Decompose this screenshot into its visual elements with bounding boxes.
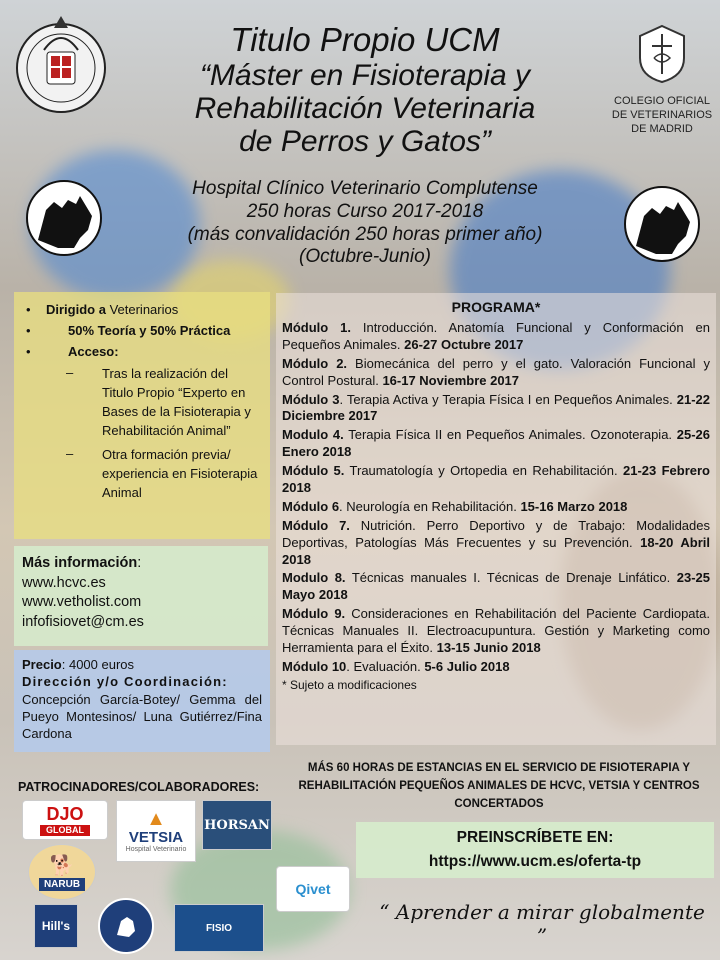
module-date: 13-15 Junio 2018	[436, 640, 541, 656]
web-link-vetholist[interactable]: www.vetholist.com	[22, 594, 142, 611]
subtitle	[130, 178, 600, 269]
acceso-label: Acceso:	[68, 344, 119, 359]
module-list	[282, 320, 710, 676]
qivet-text: Qivet	[295, 881, 331, 897]
module-label: Módulo 2.	[282, 355, 348, 371]
more-info-label: Más información	[22, 555, 138, 571]
list-item: • Acceso:	[26, 344, 119, 359]
module-item	[282, 659, 710, 676]
dirigido-value: Veterinarios	[109, 302, 179, 317]
module-description: . Neurología en Rehabilitación.	[339, 498, 521, 514]
module-description: Biomecánica del perro y el gato. Valoración Funcional y Control Postural.	[282, 355, 710, 388]
subtitle-hospital: Hospital Clínico Veterinario Complutense	[192, 178, 538, 199]
narub-text: NARUB	[39, 878, 85, 891]
module-description: Nutrición. Perro Deportivo y de Trabajo: Modalidades Deportivas, Patologías Más Frecuentes y su Prevención.	[282, 517, 710, 550]
module-item	[282, 570, 710, 604]
vetsia-sub-text: Hospital Veterinario	[125, 846, 187, 854]
association-seal-logo	[98, 898, 154, 954]
colegio-line-2: DE VETERINARIOS	[611, 108, 713, 121]
vetsia-logo: ▲ VETSIA Hospital Veterinario	[116, 800, 196, 862]
module-description: Terapia Física II en Pequeños Animales. Ozonoterapia.	[343, 427, 677, 443]
module-item	[282, 356, 710, 390]
hills-text: Hill's	[41, 919, 71, 933]
more-info-colon: :	[137, 555, 142, 571]
acceso-option-1: Tras la realización del Titulo Propio “Experto en Bases de la Fisioterapia y Rehabilitación Animal”	[102, 366, 251, 438]
module-item	[282, 518, 710, 569]
acceso-option-2: Otra formación previa/ experiencia en Fisioterapia Animal	[102, 447, 258, 501]
list-item	[26, 365, 258, 440]
module-date: 21-22 Diciembre 2017	[282, 391, 711, 424]
email-link[interactable]: infofisiovet@cm.es	[22, 613, 144, 630]
title-line-1: Titulo Propio UCM	[230, 21, 500, 58]
price-label: Precio	[22, 657, 62, 672]
module-date: 16-17 Noviembre 2017	[382, 372, 520, 388]
programa-note: * Sujeto a modificaciones	[282, 677, 417, 692]
vetsia-text: VETSIA	[128, 828, 184, 846]
course-info-box	[14, 292, 270, 539]
dash-bullet: –	[66, 365, 74, 380]
main-title	[130, 22, 600, 158]
module-description: Introducción. Anatomía Funcional y Conformación en Pequeños Animales.	[282, 320, 710, 352]
module-item	[282, 499, 710, 516]
module-description: . Evaluación.	[346, 658, 425, 674]
dirigido-label: Dirigido a	[46, 302, 106, 317]
module-label: Módulo 6	[282, 498, 340, 514]
dog-silhouette-icon	[111, 911, 141, 941]
module-label: Módulo 1.	[282, 320, 351, 335]
colegio-line-1: COLEGIO OFICIAL	[614, 95, 710, 107]
module-date: 5-6 Julio 2018	[424, 658, 510, 674]
list-item: • Dirigido a Veterinarios	[26, 302, 179, 317]
module-label: Módulo 10	[282, 658, 347, 674]
list-item: • 50% Teoría y 50% Práctica	[26, 323, 231, 338]
dash-bullet: –	[66, 446, 74, 462]
module-label: Módulo 7.	[282, 517, 350, 533]
colegio-veterinarios-logo	[610, 22, 714, 150]
preinscripcion-url[interactable]: https://www.ucm.es/oferta-tp	[428, 853, 642, 871]
module-date: 25-26 Enero 2018	[282, 427, 710, 460]
web-link-hcvc[interactable]: www.hcvc.es	[22, 574, 106, 591]
dog-cat-silhouette-icon	[624, 186, 700, 262]
module-description: Traumatología y Ortopedia en Rehabilitación.	[344, 463, 623, 479]
title-line-3: Rehabilitación Veterinaria	[194, 91, 536, 125]
preinscripcion-box	[356, 822, 714, 878]
title-line-4: de Perros y Gatos”	[239, 124, 491, 158]
module-item	[282, 463, 710, 497]
module-description: Consideraciones en Rehabilitación del Paciente Cardiopata. Técnicas Manuales II. Electroacupuntura. Gestión y Marketing como Herramienta para el Éxito.	[282, 606, 710, 656]
preinscripcion-label: PREINSCRÍBETE EN:	[456, 829, 614, 846]
narub-logo: 🐕 NARUB	[28, 844, 96, 900]
module-item	[282, 392, 710, 426]
colegio-emblem-icon	[632, 22, 692, 86]
fisiodog-logo	[174, 904, 264, 952]
programa-box	[276, 293, 716, 745]
module-item	[282, 320, 710, 354]
fisio-text: FISIO	[205, 922, 233, 934]
horsan-logo	[202, 800, 272, 850]
title-line-2: “Máster en Fisioterapia y	[199, 58, 531, 92]
module-label: Modulo 8.	[282, 570, 346, 586]
programa-title: PROGRAMA*	[451, 299, 541, 315]
djo-global-logo	[22, 800, 108, 840]
module-label: Módulo 9.	[282, 606, 346, 622]
price-value: : 4000 euros	[61, 657, 135, 672]
module-date: 23-25 Mayo 2018	[282, 570, 710, 603]
qivet-logo	[276, 866, 350, 912]
direction-label: Dirección y/o Coordinación:	[22, 674, 228, 690]
colegio-line-3: DE MADRID	[631, 122, 693, 135]
module-item	[282, 606, 710, 657]
module-date: 26-27 Octubre 2017	[404, 336, 524, 352]
module-date: 18-20 Abril 2018	[282, 534, 710, 567]
subtitle-hours: 250 horas Curso 2017-2018	[246, 200, 484, 222]
estancias-text: MÁS 60 HORAS DE ESTANCIAS EN EL SERVICIO DE FISIOTERAPIA Y REHABILITACIÓN PEQUEÑOS ANIMALES DE HCVC, VETSIA Y CENTROS CONCERTADOS	[298, 762, 700, 810]
module-description: . Terapia Activa y Terapia Física I en Pequeños Animales.	[339, 391, 677, 407]
motto-quote: “ Aprender a mirar globalmente ”	[379, 900, 705, 948]
djo-sub-text: GLOBAL	[40, 825, 90, 836]
dog-cat-silhouette-icon	[26, 180, 102, 256]
module-label: Módulo 5.	[282, 463, 345, 479]
module-description: Técnicas manuales I. Técnicas de Drenaje Linfático.	[345, 570, 677, 586]
ucm-seal-logo	[14, 10, 108, 120]
teoria-practica: 50% Teoría y 50% Práctica	[68, 323, 231, 338]
more-info-box	[14, 546, 268, 646]
module-date: 21-23 Febrero 2018	[282, 463, 710, 496]
sponsors-label: PATROCINADORES/COLABORADORES:	[18, 780, 260, 794]
direction-value: Concepción García-Botey/ Gemma del Pueyo Montesinos/ Luna Gutiérrez/Fina Cardona	[22, 691, 262, 742]
module-label: Modulo 4.	[282, 427, 344, 443]
price-direction-box	[14, 650, 270, 752]
module-item	[282, 427, 710, 461]
subtitle-convalidacion: (más convalidación 250 horas primer año)	[187, 223, 543, 245]
djo-text: DJO	[46, 803, 84, 824]
list-item	[26, 446, 258, 503]
module-date: 15-16 Marzo 2018	[520, 498, 628, 514]
subtitle-period: (Octubre-Junio)	[299, 246, 431, 268]
horsan-text: HORSAN	[204, 817, 270, 833]
module-label: Módulo 3	[282, 391, 340, 407]
hills-logo	[34, 904, 78, 948]
